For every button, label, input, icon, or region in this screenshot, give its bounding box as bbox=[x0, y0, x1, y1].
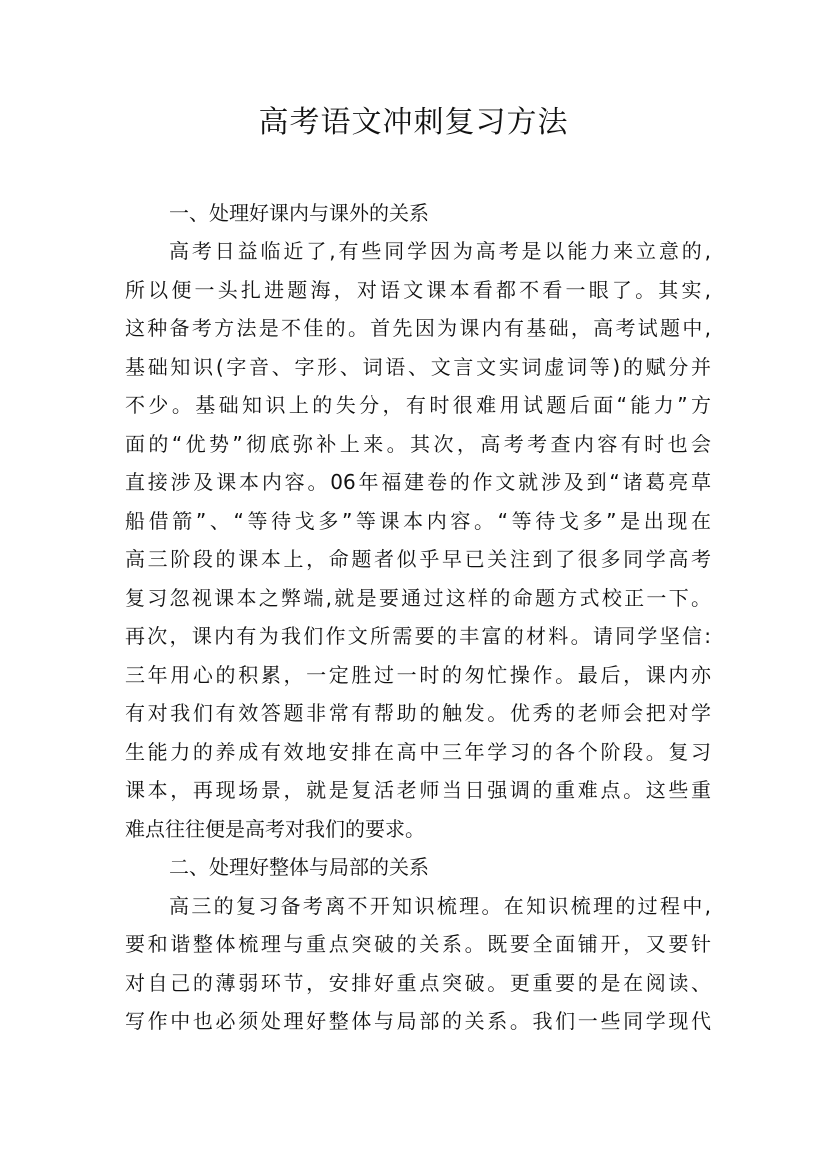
paragraph-line: 对自己的薄弱环节，安排好重点突破。更重要的是在阅读、 bbox=[125, 971, 711, 995]
paragraph-line: 船借箭”、“等待戈多”等课本内容。“等待戈多”是出现在 bbox=[125, 509, 711, 533]
document-title: 高考语文冲刺复习方法 bbox=[258, 105, 569, 140]
paragraph-line: 生能力的养成有效地安排在高中三年学习的各个阶段。复习 bbox=[125, 740, 711, 764]
paragraph-line: 不少。基础知识上的失分，有时很难用试题后面“能力”方 bbox=[125, 393, 711, 417]
paragraph-line: 基础知识(字音、字形、词语、文言文实词虚词等)的赋分并 bbox=[125, 355, 711, 379]
paragraph-line: 高三阶段的课本上，命题者似乎早已关注到了很多同学高考 bbox=[125, 547, 711, 571]
paragraph-line: 面的“优势”彻底弥补上来。其次，高考考查内容有时也会 bbox=[125, 432, 711, 456]
paragraph-line: 复习忽视课本之弊端,就是要通过这样的命题方式校正一下。 bbox=[125, 586, 711, 610]
paragraph-line: 再次，课内有为我们作文所需要的丰富的材料。请同学坚信: bbox=[125, 624, 711, 648]
paragraph-line: 高三的复习备考离不开知识梳理。在知识梳理的过程中, bbox=[169, 894, 711, 918]
paragraph-line: 要和谐整体梳理与重点突破的关系。既要全面铺开，又要针 bbox=[125, 932, 711, 956]
paragraph-line: 直接涉及课本内容。06年福建卷的作文就涉及到“诸葛亮草 bbox=[125, 470, 711, 494]
paragraph-line: 写作中也必须处理好整体与局部的关系。我们一些同学现代 bbox=[125, 1009, 711, 1033]
paragraph-line: 所以便一头扎进题海，对语文课本看都不看一眼了。其实, bbox=[125, 278, 711, 302]
paragraph-line: 三年用心的积累，一定胜过一时的匆忙操作。最后，课内亦 bbox=[125, 663, 711, 687]
paragraph-line: 高考日益临近了,有些同学因为高考是以能力来立意的, bbox=[169, 239, 711, 263]
paragraph-line: 这种备考方法是不佳的。首先因为课内有基础，高考试题中, bbox=[125, 316, 711, 340]
paragraph-line: 课本，再现场景，就是复活老师当日强调的重难点。这些重 bbox=[125, 778, 711, 802]
section-heading-1: 一、处理好课内与课外的关系 bbox=[169, 201, 429, 225]
paragraph-line: 难点往往便是高考对我们的要求。 bbox=[125, 817, 425, 841]
section-heading-2: 二、处理好整体与局部的关系 bbox=[169, 855, 429, 879]
paragraph-line: 有对我们有效答题非常有帮助的触发。优秀的老师会把对学 bbox=[125, 701, 711, 725]
